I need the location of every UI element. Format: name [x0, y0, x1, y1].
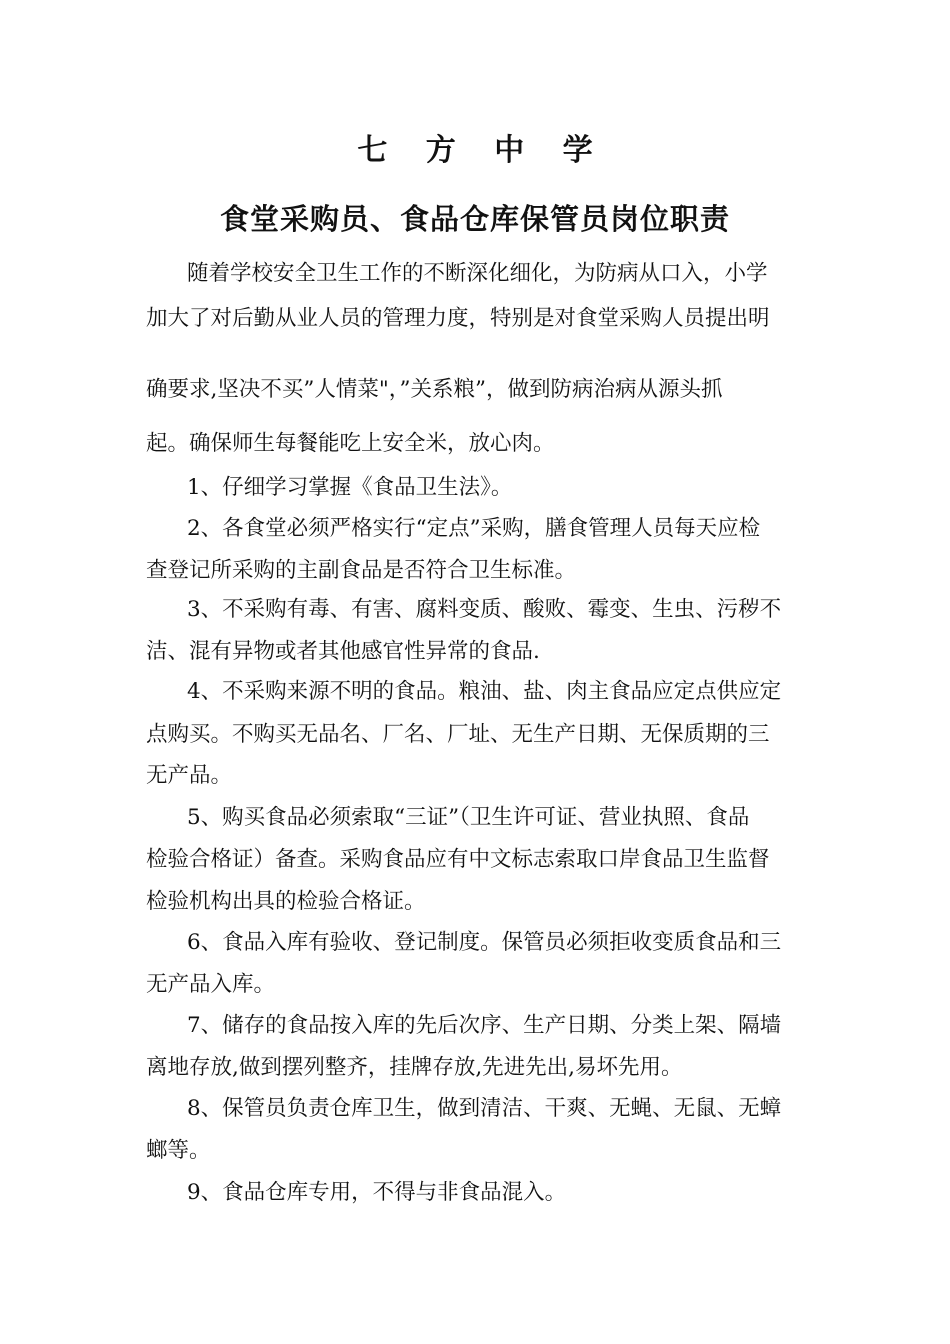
intro-paragraph-line: 随着学校安全卫生工作的不断深化细化，为防病从口入，小学 [187, 261, 768, 286]
duty-item-6-cont: 无产品入库。 [146, 972, 276, 997]
duty-item-2-cont: 查登记所采购的主副食品是否符合卫生标准。 [146, 558, 577, 583]
duty-item-1: 1、仔细学习掌握《食品卫生法》。 [187, 475, 513, 500]
duty-item-5-cont: 检验机构出具的检验合格证。 [146, 889, 426, 914]
duty-item-8: 8、保管员负责仓库卫生，做到清洁、干爽、无蝇、无鼠、无蟑 [187, 1096, 782, 1121]
intro-paragraph-line: 确要求,坚决不买”人情菜"，”关系粮”，做到防病治病从源头抓 [146, 377, 723, 402]
intro-paragraph-line: 加大了对后勤从业人员的管理力度，特别是对食堂采购人员提出明 [146, 306, 770, 331]
duty-item-9: 9、食品仓库专用，不得与非食品混入。 [187, 1180, 567, 1205]
duty-item-3-cont: 洁、混有异物或者其他感官性异常的食品. [146, 639, 540, 664]
duty-item-4-cont: 无产品。 [146, 763, 233, 788]
school-name: 七 方 中 学 [357, 133, 607, 168]
duty-item-2: 2、各食堂必须严格实行“定点”采购，膳食管理人员每天应检 [187, 516, 761, 541]
duty-item-7-cont: 离地存放,做到摆列整齐，挂牌存放,先进先出,易坏先用。 [146, 1055, 683, 1080]
duty-item-5-cont: 检验合格证）备查。采购食品应有中文标志索取口岸食品卫生监督 [146, 847, 770, 872]
duty-item-4: 4、不采购来源不明的食品。粮油、盐、肉主食品应定点供应定 [187, 679, 782, 704]
duty-item-6: 6、食品入库有验收、登记制度。保管员必须拒收变质食品和三 [187, 930, 782, 955]
document-title: 食堂采购员、食品仓库保管员岗位职责 [219, 202, 730, 236]
duty-item-7: 7、储存的食品按入库的先后次序、生产日期、分类上架、隔墙 [187, 1013, 782, 1038]
intro-paragraph-line: 起。确保师生每餐能吃上安全米，放心肉。 [146, 431, 555, 456]
duty-item-3: 3、不采购有毒、有害、腐料变质、酸败、霉变、生虫、污秽不 [187, 597, 782, 622]
duty-item-5: 5、购买食品必须索取“三证”（卫生许可证、营业执照、食品 [187, 805, 750, 830]
duty-item-4-cont: 点购买。不购买无品名、厂名、厂址、无生产日期、无保质期的三 [146, 722, 770, 747]
duty-item-8-cont: 螂等。 [146, 1138, 211, 1163]
